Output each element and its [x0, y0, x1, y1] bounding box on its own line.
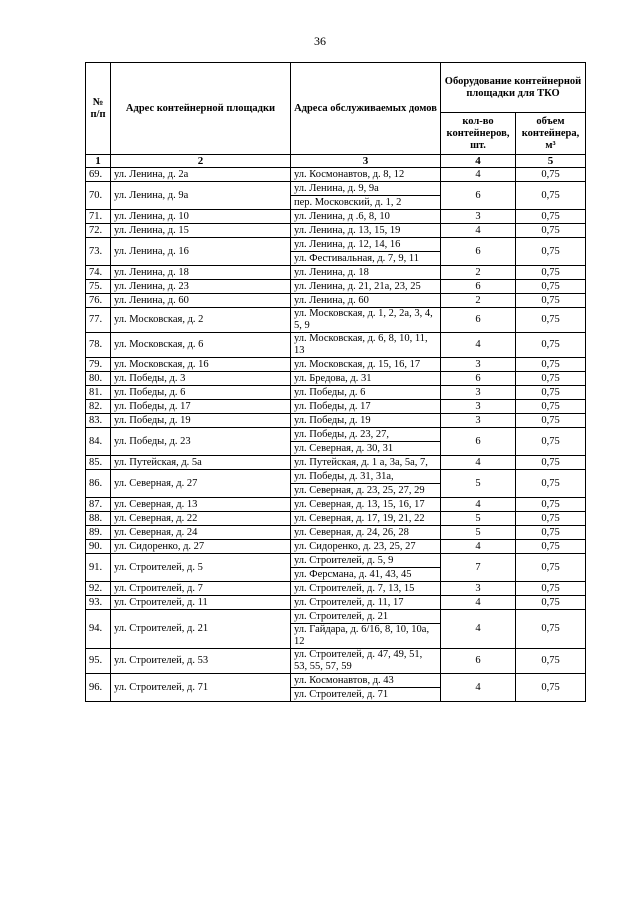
containers-count: 3: [441, 400, 516, 414]
containers-count: 4: [441, 168, 516, 182]
header-served-addresses: Адреса обслуживаемых домов: [291, 63, 441, 155]
row-number: 85.: [86, 456, 111, 470]
site-address: ул. Победы, д. 6: [111, 386, 291, 400]
page-number: 36: [314, 34, 326, 48]
site-address: ул. Северная, д. 13: [111, 498, 291, 512]
site-address: ул. Строителей, д. 53: [111, 649, 291, 674]
row-number: 69.: [86, 168, 111, 182]
site-address: ул. Московская, д. 2: [111, 308, 291, 333]
containers-count: 4: [441, 674, 516, 702]
site-address: ул. Ленина, д. 18: [111, 266, 291, 280]
served-address: ул. Ленина, д. 18: [291, 266, 441, 280]
containers-count: 5: [441, 526, 516, 540]
served-address: ул. Победы, д. 17: [291, 400, 441, 414]
container-volume: 0,75: [516, 386, 586, 400]
container-volume: 0,75: [516, 674, 586, 702]
table-row: [86, 333, 586, 358]
served-address: пер. Московский, д. 1, 2: [291, 196, 441, 210]
served-address: ул. Ленина, д. 60: [291, 294, 441, 308]
site-address: ул. Путейская, д. 5а: [111, 456, 291, 470]
served-address: ул. Северная, д. 13, 15, 16, 17: [291, 498, 441, 512]
site-address: ул. Победы, д. 3: [111, 372, 291, 386]
container-volume: 0,75: [516, 610, 586, 649]
site-address: ул. Ленина, д. 16: [111, 238, 291, 266]
container-volume: 0,75: [516, 414, 586, 428]
container-volume: 0,75: [516, 224, 586, 238]
served-address: ул. Северная, д. 30, 31: [291, 442, 441, 456]
site-address: ул. Северная, д. 27: [111, 470, 291, 498]
site-address: ул. Ленина, д. 2а: [111, 168, 291, 182]
container-volume: 0,75: [516, 210, 586, 224]
container-volume: 0,75: [516, 596, 586, 610]
table-row: [86, 266, 586, 280]
served-address: ул. Победы, д. 23, 27,: [291, 428, 441, 442]
site-address: ул. Ленина, д. 60: [111, 294, 291, 308]
served-address: ул. Строителей, д. 11, 17: [291, 596, 441, 610]
column-index: 1: [86, 155, 111, 168]
containers-count: 6: [441, 428, 516, 456]
containers-count: 3: [441, 358, 516, 372]
row-number: 89.: [86, 526, 111, 540]
served-address: ул. Московская, д. 6, 8, 10, 11, 13: [291, 333, 441, 358]
site-address: ул. Северная, д. 24: [111, 526, 291, 540]
table-row: [86, 224, 586, 238]
containers-count: 4: [441, 498, 516, 512]
served-address: ул. Ленина, д. 12, 14, 16: [291, 238, 441, 252]
table-row: [86, 386, 586, 400]
site-address: ул. Северная, д. 22: [111, 512, 291, 526]
column-index: 4: [441, 155, 516, 168]
containers-count: 6: [441, 308, 516, 333]
container-volume: 0,75: [516, 294, 586, 308]
row-number: 71.: [86, 210, 111, 224]
table-row: [86, 280, 586, 294]
containers-count: 4: [441, 333, 516, 358]
served-address: ул. Северная, д. 24, 26, 28: [291, 526, 441, 540]
table-row: [86, 294, 586, 308]
row-number: 70.: [86, 182, 111, 210]
table-row: [86, 456, 586, 470]
header-containers-count: кол-во контейнеров, шт.: [441, 113, 516, 155]
containers-count: 6: [441, 182, 516, 210]
row-number: 84.: [86, 428, 111, 456]
row-number: 77.: [86, 308, 111, 333]
container-volume: 0,75: [516, 280, 586, 294]
served-address: ул. Космонавтов, д. 43: [291, 674, 441, 688]
served-address: ул. Ленина, д. 21, 21а, 23, 25: [291, 280, 441, 294]
container-volume: 0,75: [516, 358, 586, 372]
served-address: ул. Северная, д. 17, 19, 21, 22: [291, 512, 441, 526]
container-volume: 0,75: [516, 540, 586, 554]
row-number: 74.: [86, 266, 111, 280]
row-number: 96.: [86, 674, 111, 702]
table-row: [86, 470, 586, 484]
containers-count: 3: [441, 414, 516, 428]
container-volume: 0,75: [516, 582, 586, 596]
table-row: [86, 238, 586, 252]
table-row: [86, 400, 586, 414]
column-index: 3: [291, 155, 441, 168]
containers-count: 2: [441, 266, 516, 280]
containers-count: 2: [441, 294, 516, 308]
container-volume: 0,75: [516, 266, 586, 280]
served-address: ул. Строителей, д. 21: [291, 610, 441, 624]
containers-count: 4: [441, 224, 516, 238]
site-address: ул. Московская, д. 6: [111, 333, 291, 358]
site-address: ул. Победы, д. 23: [111, 428, 291, 456]
row-number: 90.: [86, 540, 111, 554]
header-equipment: Оборудование контейнерной площадки для ТКО: [441, 63, 586, 113]
served-address: ул. Ленина, д. 9, 9а: [291, 182, 441, 196]
site-address: ул. Строителей, д. 11: [111, 596, 291, 610]
containers-count: 5: [441, 470, 516, 498]
served-address: ул. Путейская, д. 1 а, 3а, 5а, 7,: [291, 456, 441, 470]
site-address: ул. Строителей, д. 71: [111, 674, 291, 702]
table-row: [86, 414, 586, 428]
served-address: ул. Ферсмана, д. 41, 43, 45: [291, 568, 441, 582]
containers-count: 6: [441, 372, 516, 386]
served-address: ул. Сидоренко, д. 23, 25, 27: [291, 540, 441, 554]
table-row: [86, 372, 586, 386]
containers-count: 6: [441, 280, 516, 294]
header-container-volume: объем контейнера, м³: [516, 113, 586, 155]
row-number: 91.: [86, 554, 111, 582]
served-address: ул. Строителей, д. 71: [291, 688, 441, 702]
row-number: 82.: [86, 400, 111, 414]
served-address: ул. Московская, д. 1, 2, 2а, 3, 4, 5, 9: [291, 308, 441, 333]
column-index: 2: [111, 155, 291, 168]
containers-count: 5: [441, 512, 516, 526]
container-volume: 0,75: [516, 238, 586, 266]
row-number: 86.: [86, 470, 111, 498]
table-row: [86, 596, 586, 610]
container-volume: 0,75: [516, 498, 586, 512]
container-volume: 0,75: [516, 428, 586, 456]
header-num: № п/п: [86, 63, 111, 155]
container-volume: 0,75: [516, 526, 586, 540]
served-address: ул. Ленина, д. 13, 15, 19: [291, 224, 441, 238]
table-row: [86, 554, 586, 568]
site-address: ул. Ленина, д. 23: [111, 280, 291, 294]
site-address: ул. Строителей, д. 5: [111, 554, 291, 582]
served-address: ул. Победы, д. 6: [291, 386, 441, 400]
row-number: 81.: [86, 386, 111, 400]
table-row: [86, 182, 586, 196]
served-address: ул. Космонавтов, д. 8, 12: [291, 168, 441, 182]
containers-count: 6: [441, 649, 516, 674]
site-address: ул. Победы, д. 19: [111, 414, 291, 428]
served-address: ул. Ленина, д .6, 8, 10: [291, 210, 441, 224]
header-site-address: Адрес контейнерной площадки: [111, 63, 291, 155]
table-row: [86, 308, 586, 333]
containers-count: 4: [441, 610, 516, 649]
site-address: ул. Строителей, д. 21: [111, 610, 291, 649]
served-address: ул. Гайдара, д. 6/16, 8, 10, 10а, 12: [291, 624, 441, 649]
site-address: ул. Ленина, д. 9а: [111, 182, 291, 210]
table-row: [86, 428, 586, 442]
table-row: [86, 582, 586, 596]
site-address: ул. Московская, д. 16: [111, 358, 291, 372]
containers-count: 3: [441, 210, 516, 224]
row-number: 79.: [86, 358, 111, 372]
site-address: ул. Победы, д. 17: [111, 400, 291, 414]
containers-count: 4: [441, 596, 516, 610]
served-address: ул. Бредова, д. 31: [291, 372, 441, 386]
table-row: [86, 512, 586, 526]
row-number: 88.: [86, 512, 111, 526]
table-row: [86, 649, 586, 674]
served-address: ул. Победы, д. 31, 31а,: [291, 470, 441, 484]
containers-count: 6: [441, 238, 516, 266]
served-address: ул. Фестивальная, д. 7, 9, 11: [291, 252, 441, 266]
container-volume: 0,75: [516, 182, 586, 210]
containers-count: 4: [441, 456, 516, 470]
served-address: ул. Северная, д. 23, 25, 27, 29: [291, 484, 441, 498]
served-address: ул. Победы, д. 19: [291, 414, 441, 428]
column-index: 5: [516, 155, 586, 168]
containers-count: 7: [441, 554, 516, 582]
row-number: 93.: [86, 596, 111, 610]
container-volume: 0,75: [516, 470, 586, 498]
served-address: ул. Строителей, д. 5, 9: [291, 554, 441, 568]
row-number: 83.: [86, 414, 111, 428]
row-number: 80.: [86, 372, 111, 386]
container-volume: 0,75: [516, 308, 586, 333]
served-address: ул. Московская, д. 15, 16, 17: [291, 358, 441, 372]
container-volume: 0,75: [516, 512, 586, 526]
container-volume: 0,75: [516, 333, 586, 358]
row-number: 87.: [86, 498, 111, 512]
table-row: [86, 610, 586, 624]
container-sites-table: [85, 62, 586, 702]
row-number: 78.: [86, 333, 111, 358]
served-address: ул. Строителей, д. 47, 49, 51, 53, 55, 57, 59: [291, 649, 441, 674]
container-volume: 0,75: [516, 400, 586, 414]
containers-count: 3: [441, 386, 516, 400]
site-address: ул. Строителей, д. 7: [111, 582, 291, 596]
table-row: [86, 498, 586, 512]
site-address: ул. Сидоренко, д. 27: [111, 540, 291, 554]
container-volume: 0,75: [516, 649, 586, 674]
table-row: [86, 210, 586, 224]
container-volume: 0,75: [516, 168, 586, 182]
container-volume: 0,75: [516, 456, 586, 470]
row-number: 72.: [86, 224, 111, 238]
table-row: [86, 358, 586, 372]
row-number: 95.: [86, 649, 111, 674]
container-volume: 0,75: [516, 372, 586, 386]
row-number: 73.: [86, 238, 111, 266]
served-address: ул. Строителей, д. 7, 13, 15: [291, 582, 441, 596]
site-address: ул. Ленина, д. 15: [111, 224, 291, 238]
containers-count: 3: [441, 582, 516, 596]
row-number: 92.: [86, 582, 111, 596]
table-row: [86, 540, 586, 554]
site-address: ул. Ленина, д. 10: [111, 210, 291, 224]
container-volume: 0,75: [516, 554, 586, 582]
table-row: [86, 674, 586, 688]
row-number: 94.: [86, 610, 111, 649]
row-number: 76.: [86, 294, 111, 308]
table-row: [86, 168, 586, 182]
row-number: 75.: [86, 280, 111, 294]
table-row: [86, 526, 586, 540]
containers-count: 4: [441, 540, 516, 554]
